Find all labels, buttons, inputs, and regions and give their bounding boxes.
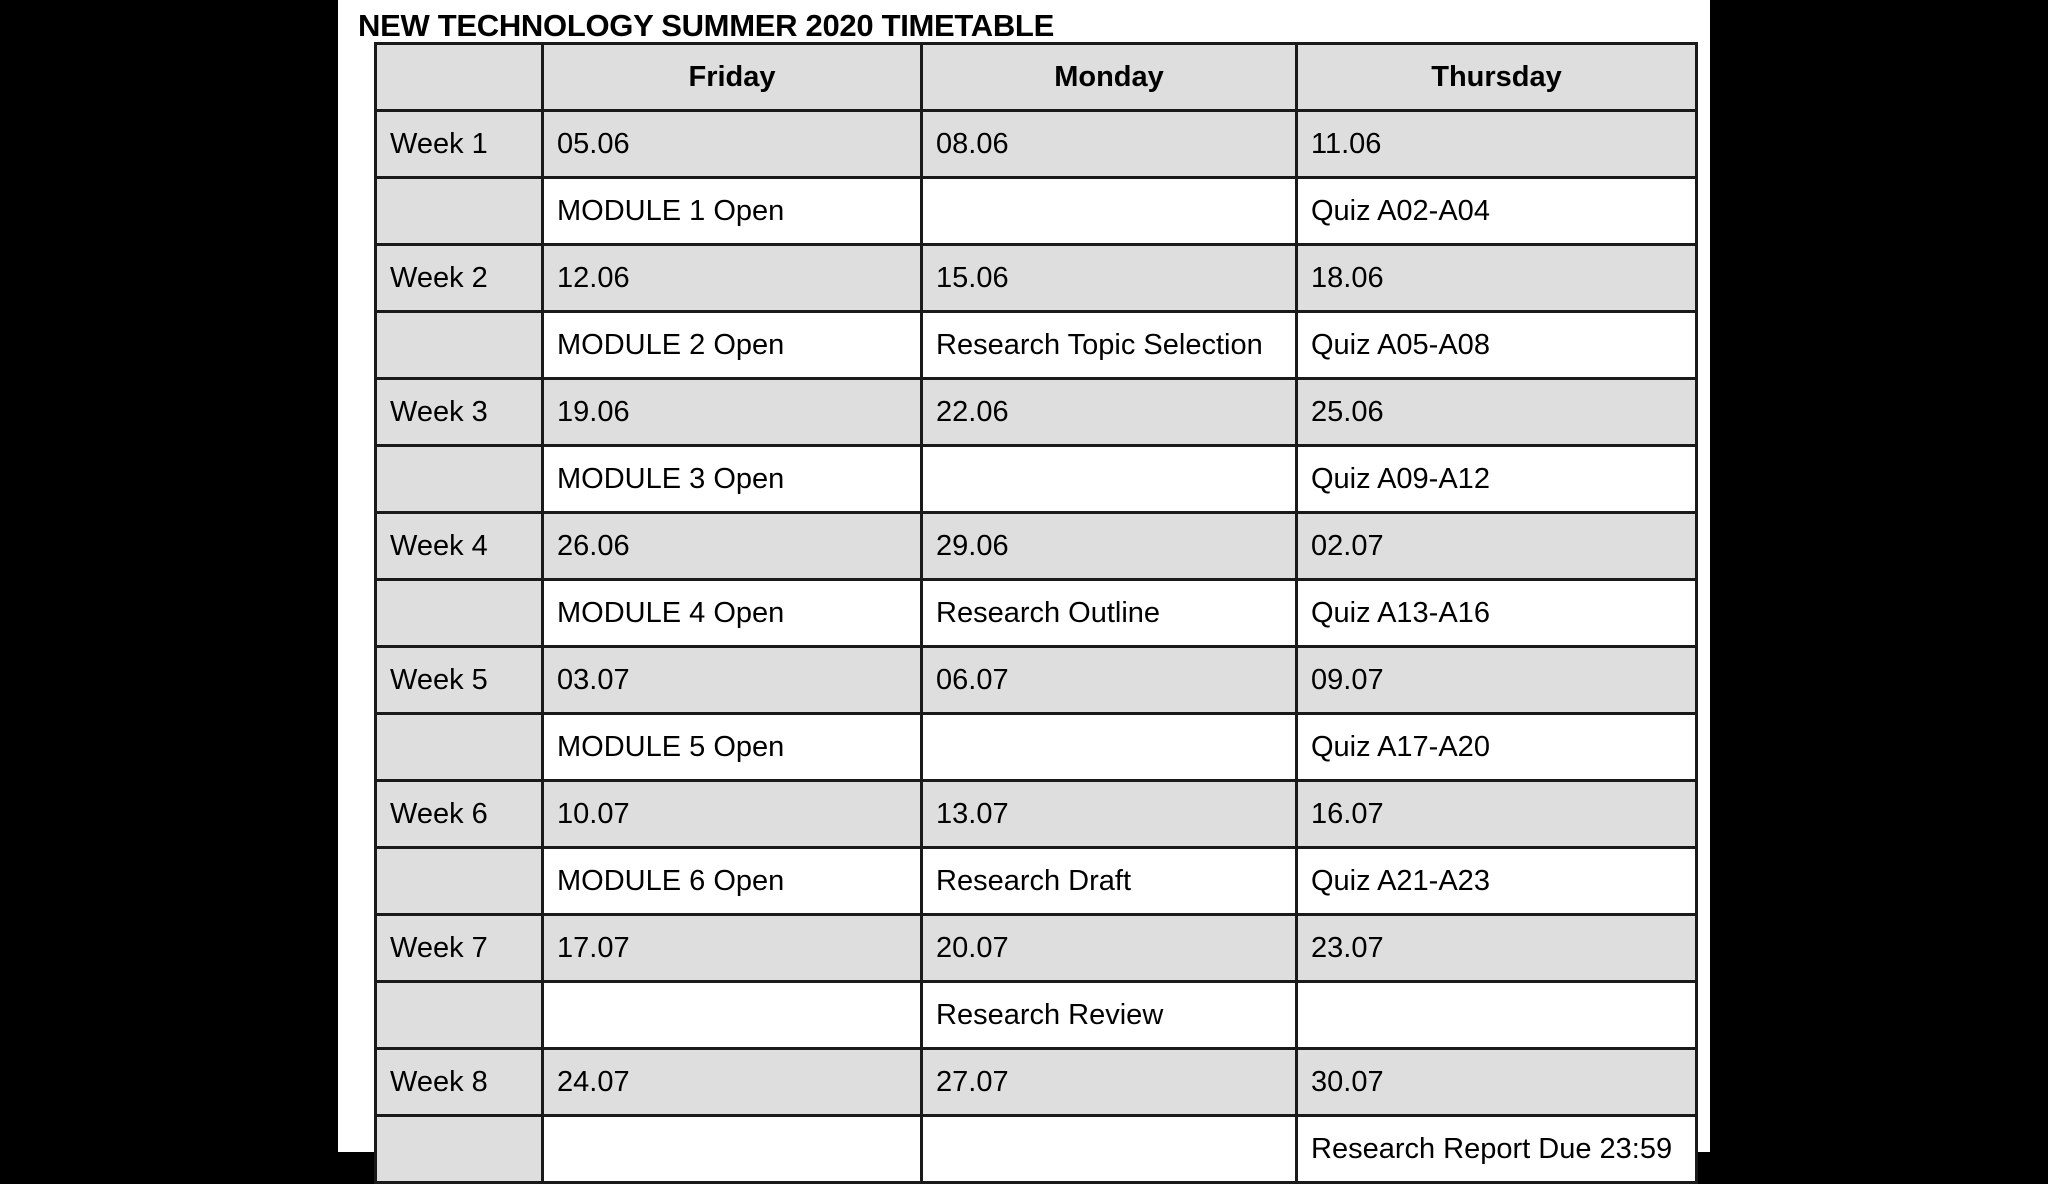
friday-date: 03.07 (543, 647, 922, 714)
monday-event (922, 446, 1297, 513)
column-header-monday: Monday (922, 44, 1297, 111)
thursday-event: Quiz A02-A04 (1297, 178, 1697, 245)
thursday-event (1297, 982, 1697, 1049)
table-row-dates (376, 379, 1697, 446)
week-label: Week 4 (376, 513, 543, 580)
week-label-blank (376, 1116, 543, 1183)
table-row-events (376, 1116, 1697, 1183)
table-row-events (376, 714, 1697, 781)
monday-event (922, 714, 1297, 781)
friday-event (543, 982, 922, 1049)
week-label-blank (376, 982, 543, 1049)
table-row-dates (376, 647, 1697, 714)
week-label-blank (376, 714, 543, 781)
week-label-blank (376, 446, 543, 513)
column-header-thursday: Thursday (1297, 44, 1697, 111)
thursday-date: 25.06 (1297, 379, 1697, 446)
week-label: Week 7 (376, 915, 543, 982)
document-page (338, 0, 1710, 1165)
table-row-dates (376, 111, 1697, 178)
week-label: Week 1 (376, 111, 543, 178)
thursday-date: 11.06 (1297, 111, 1697, 178)
friday-event: MODULE 2 Open (543, 312, 922, 379)
header-row (376, 44, 1697, 111)
friday-date: 12.06 (543, 245, 922, 312)
monday-event: Research Outline (922, 580, 1297, 647)
thursday-event: Research Report Due 23:59 (1297, 1116, 1697, 1183)
friday-date: 05.06 (543, 111, 922, 178)
thursday-date: 30.07 (1297, 1049, 1697, 1116)
monday-event: Research Draft (922, 848, 1297, 915)
monday-date: 08.06 (922, 111, 1297, 178)
monday-date: 20.07 (922, 915, 1297, 982)
week-label: Week 5 (376, 647, 543, 714)
thursday-date: 23.07 (1297, 915, 1697, 982)
friday-event (543, 1116, 922, 1183)
table-row-dates (376, 781, 1697, 848)
friday-event: MODULE 3 Open (543, 446, 922, 513)
thursday-event: Quiz A09-A12 (1297, 446, 1697, 513)
monday-event (922, 178, 1297, 245)
thursday-date: 02.07 (1297, 513, 1697, 580)
friday-event: MODULE 4 Open (543, 580, 922, 647)
monday-date: 06.07 (922, 647, 1297, 714)
corner-header (376, 44, 543, 111)
week-label: Week 2 (376, 245, 543, 312)
week-label: Week 3 (376, 379, 543, 446)
week-label: Week 6 (376, 781, 543, 848)
table-row-events (376, 178, 1697, 245)
table-row-events (376, 446, 1697, 513)
monday-date: 29.06 (922, 513, 1297, 580)
column-header-friday: Friday (543, 44, 922, 111)
monday-date: 27.07 (922, 1049, 1297, 1116)
timetable (374, 42, 1698, 1184)
page-title: NEW TECHNOLOGY SUMMER 2020 TIMETABLE (358, 8, 1054, 43)
thursday-event: Quiz A05-A08 (1297, 312, 1697, 379)
friday-date: 10.07 (543, 781, 922, 848)
week-label-blank (376, 178, 543, 245)
monday-event: Research Topic Selection (922, 312, 1297, 379)
thursday-event: Quiz A17-A20 (1297, 714, 1697, 781)
monday-date: 13.07 (922, 781, 1297, 848)
monday-date: 22.06 (922, 379, 1297, 446)
monday-date: 15.06 (922, 245, 1297, 312)
friday-event: MODULE 6 Open (543, 848, 922, 915)
week-label-blank (376, 312, 543, 379)
table-row-events (376, 982, 1697, 1049)
thursday-date: 09.07 (1297, 647, 1697, 714)
friday-date: 17.07 (543, 915, 922, 982)
table-row-dates (376, 1049, 1697, 1116)
table-row-dates (376, 245, 1697, 312)
thursday-date: 18.06 (1297, 245, 1697, 312)
table-row-events (376, 312, 1697, 379)
week-label-blank (376, 580, 543, 647)
friday-date: 26.06 (543, 513, 922, 580)
friday-date: 19.06 (543, 379, 922, 446)
friday-event: MODULE 1 Open (543, 178, 922, 245)
table-row-events (376, 580, 1697, 647)
thursday-event: Quiz A13-A16 (1297, 580, 1697, 647)
table-row-dates (376, 513, 1697, 580)
friday-event: MODULE 5 Open (543, 714, 922, 781)
table-row-dates (376, 915, 1697, 982)
thursday-date: 16.07 (1297, 781, 1697, 848)
thursday-event: Quiz A21-A23 (1297, 848, 1697, 915)
monday-event: Research Review (922, 982, 1297, 1049)
monday-event (922, 1116, 1297, 1183)
week-label: Week 8 (376, 1049, 543, 1116)
table-row-events (376, 848, 1697, 915)
friday-date: 24.07 (543, 1049, 922, 1116)
week-label-blank (376, 848, 543, 915)
